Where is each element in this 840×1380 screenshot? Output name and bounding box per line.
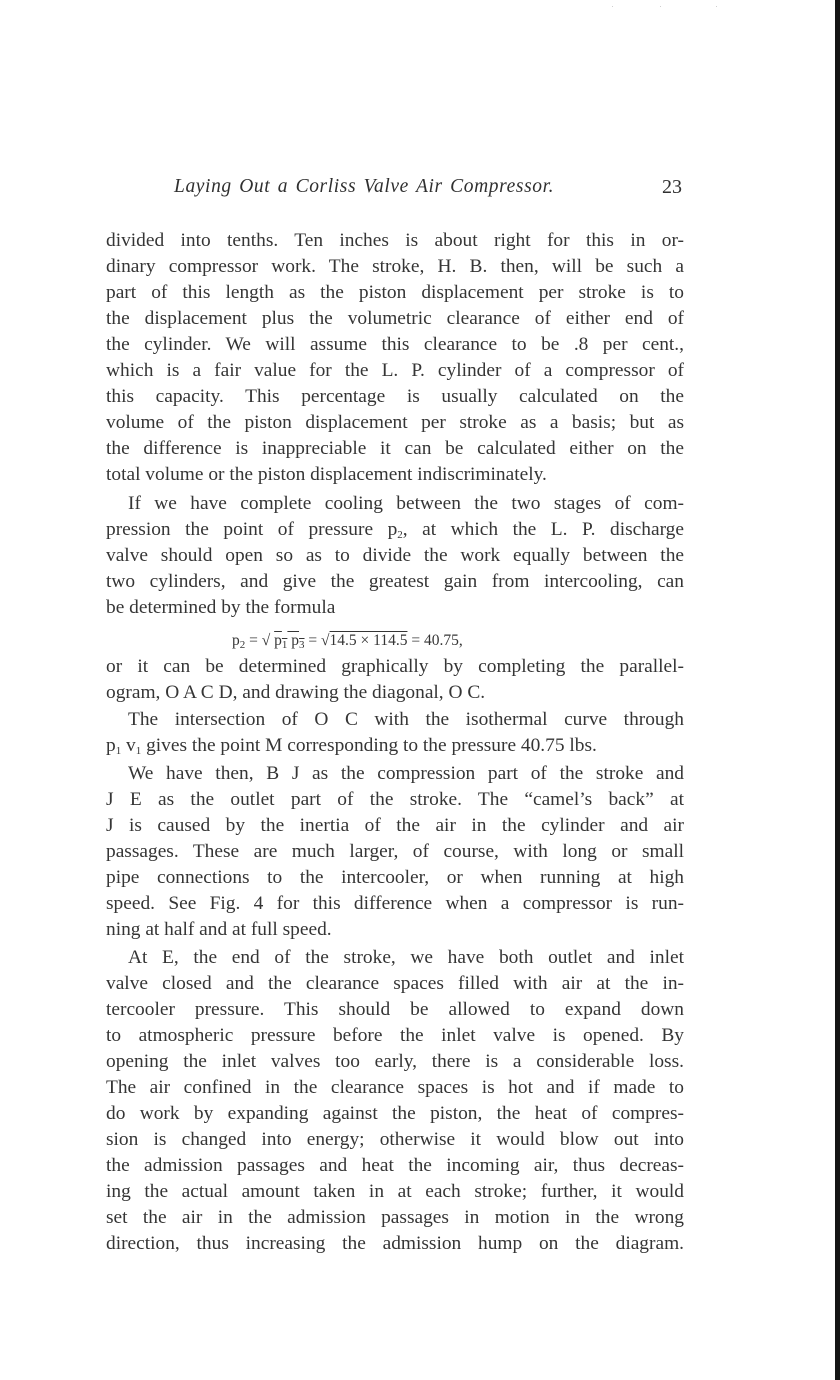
subscript: 3 xyxy=(299,639,305,651)
text-line: direction, thus increasing the admission hump on the diagram. xyxy=(106,1233,684,1254)
formula-term: p xyxy=(287,632,300,649)
subscript: 1 xyxy=(281,639,288,651)
radical-sign: √ xyxy=(321,632,330,649)
formula-lhs: p xyxy=(232,632,240,649)
text-span: , at which the L. P. discharge xyxy=(402,519,684,540)
text-line: tercooler pressure. This should be allowed to expand down xyxy=(106,999,684,1020)
radicand-numeric: 14.5 × 114.5 xyxy=(329,632,408,649)
text-line: the displacement plus the volumetric clearance of either end of xyxy=(106,308,684,329)
radicand xyxy=(274,632,304,649)
text-line: ing the actual amount taken in at each stroke; further, it would xyxy=(106,1181,684,1202)
formula xyxy=(232,628,463,654)
text-line: the admission passages and heat the incoming air, thus decreas- xyxy=(106,1155,684,1176)
text-line: pipe connections to the intercooler, or when running at high xyxy=(106,867,684,888)
page-edge-shadow xyxy=(835,0,840,1380)
text-line: At E, the end of the stroke, we have both outlet and inlet xyxy=(128,947,684,968)
subscript: 1 xyxy=(115,745,122,757)
text-line: ning at half and at full speed. xyxy=(106,919,332,940)
text-line: this capacity. This percentage is usually calculated on the xyxy=(106,386,684,407)
text-line: valve should open so as to divide the work equally between the xyxy=(106,545,684,566)
text-line: the cylinder. We will assume this clearance to be .8 per cent., xyxy=(106,334,684,355)
text-line: passages. These are much larger, of course, with long or small xyxy=(106,841,684,862)
subscript: 2 xyxy=(239,639,246,651)
text-line: which is a fair value for the L. P. cylinder of a compressor of xyxy=(106,360,684,381)
text-span: pression the point of pressure p xyxy=(106,519,398,540)
text-line: volume of the piston displacement per stroke as a basis; but as xyxy=(106,412,684,433)
text-line: the difference is inappreciable it can be calculated either on the xyxy=(106,438,684,459)
subscript: 2 xyxy=(397,529,403,541)
page-number: 23 xyxy=(662,176,682,198)
text-line xyxy=(106,517,684,543)
text-line: do work by expanding against the piston, the heat of compres- xyxy=(106,1103,684,1124)
formula-equals: = xyxy=(411,632,421,649)
running-title: Laying Out a Corliss Valve Air Compressor. xyxy=(174,176,555,197)
text-span: gives the point M corresponding to the pressure 40.75 lbs. xyxy=(141,735,597,756)
formula-term: p xyxy=(274,632,282,649)
scan-speck xyxy=(716,6,717,7)
text-line: sion is changed into energy; otherwise it would blow out into xyxy=(106,1129,684,1150)
formula-result: 40.75, xyxy=(423,632,463,649)
scan-speck xyxy=(660,6,661,7)
text-line: The air confined in the clearance spaces is hot and if made to xyxy=(106,1077,684,1098)
text-line: be determined by the formula xyxy=(106,597,336,618)
text-line: If we have complete cooling between the two stages of com- xyxy=(128,493,684,514)
text-line: The intersection of O C with the isothermal curve through xyxy=(128,709,684,730)
formula-equals: = xyxy=(308,632,318,649)
radical-sign: √ xyxy=(261,632,271,649)
text-line: or it can be determined graphically by completing the parallel- xyxy=(106,656,684,677)
running-header xyxy=(106,176,686,206)
formula-equals: = xyxy=(249,632,258,649)
scan-speck xyxy=(612,6,613,7)
text-line: two cylinders, and give the greatest gain from intercooling, can xyxy=(106,571,684,592)
text-line xyxy=(106,733,684,759)
text-line: total volume or the piston displacement indiscriminately. xyxy=(106,464,547,485)
subscript: 1 xyxy=(135,745,142,757)
text-line: speed. See Fig. 4 for this difference when a compressor is run- xyxy=(106,893,684,914)
text-span: p xyxy=(106,735,116,756)
text-line: set the air in the admission passages in motion in the wrong xyxy=(106,1207,684,1228)
text-line: part of this length as the piston displacement per stroke is to xyxy=(106,282,684,303)
text-line: to atmospheric pressure before the inlet valve is opened. By xyxy=(106,1025,684,1046)
text-line: dinary compressor work. The stroke, H. B. then, will be such a xyxy=(106,256,684,277)
text-line: valve closed and the clearance spaces filled with air at the in- xyxy=(106,973,684,994)
text-line: J E as the outlet part of the stroke. The “camel’s back” at xyxy=(106,789,684,810)
text-line: J is caused by the inertia of the air in the cylinder and air xyxy=(106,815,684,836)
text-line: opening the inlet valves too early, there is a considerable loss. xyxy=(106,1051,684,1072)
text-line: ogram, O A C D, and drawing the diagonal, O C. xyxy=(106,682,486,703)
text-span: v xyxy=(121,735,136,756)
text-line: We have then, B J as the compression part of the stroke and xyxy=(128,763,684,784)
text-line: divided into tenths. Ten inches is about right for this in or- xyxy=(106,230,684,251)
